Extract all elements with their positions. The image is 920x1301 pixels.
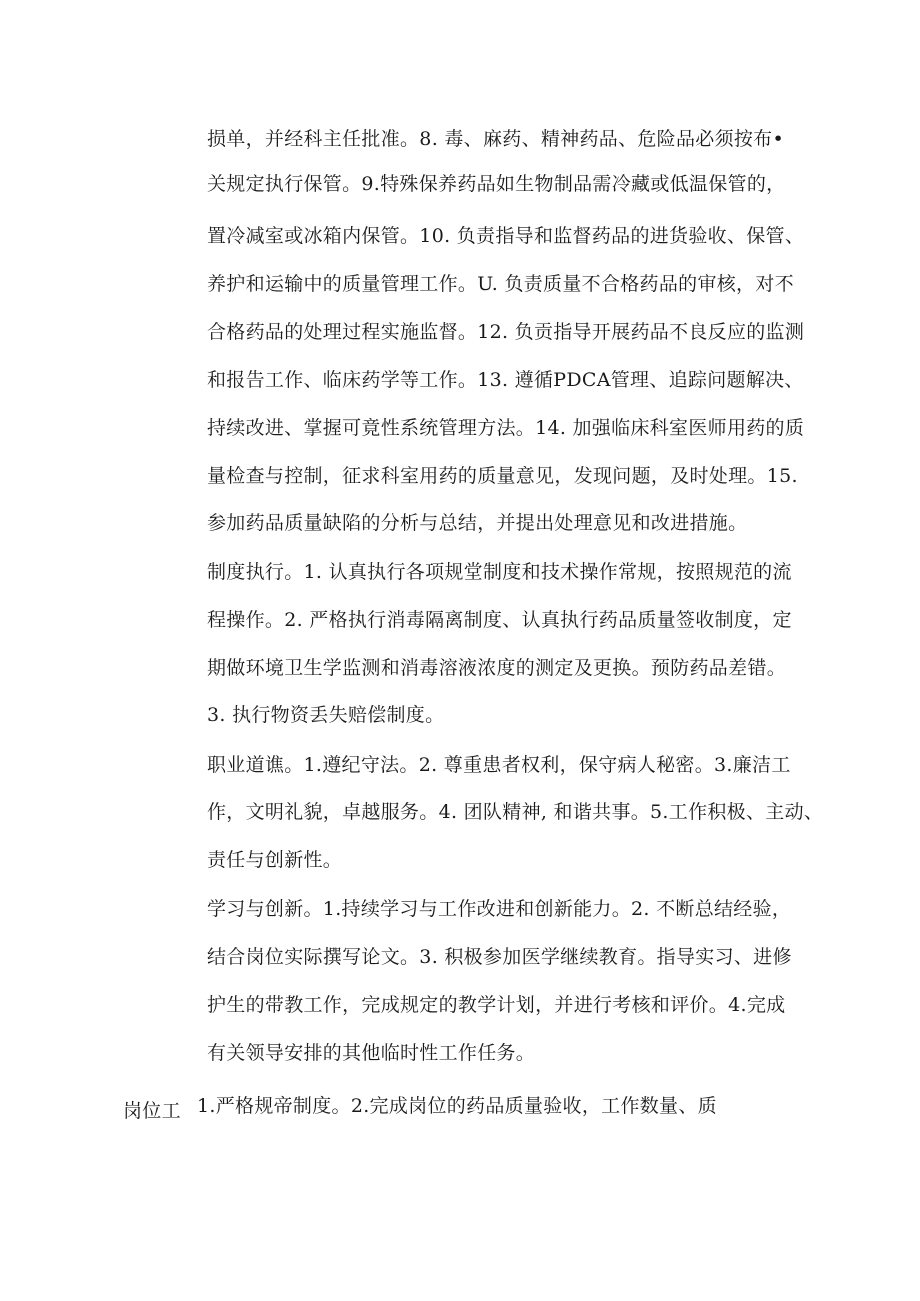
row-label: 岗位工	[123, 1100, 181, 1122]
text-line-8: 量检查与控制，征求科室用药的质量意见，发现问题，及时处理。15.	[207, 465, 798, 487]
text-line-20: 有关领导安排的其他临时性工作任务。	[207, 1042, 536, 1064]
row-text: 1.严格规帝制度。2.完成岗位的药品质量验收，工作数量、质	[197, 1095, 717, 1117]
text-line-3: 置冷减室或冰箱内保管。10. 负责指导和监督药品的进货验收、保管、	[207, 225, 805, 247]
text-line-16: 责任与创新性。	[207, 849, 343, 871]
text-line-5: 合格药品的处理过程实施监督。12. 负贡指导开展药品不良反应的监测	[207, 321, 805, 343]
text-line-15: 作，文明礼貌，卓越服务。4. 团队精神, 和谐共事。5.工作积极、主动、	[207, 801, 824, 823]
text-line-7: 持续改进、掌握可竟性系统管理方法。14. 加强临床科室医师用药的质	[207, 417, 805, 439]
text-line-13: 3. 执行物资丢失赔偿制度。	[207, 704, 445, 726]
text-line-17: 学习与创新。1.持续学习与工作改进和创新能力。2. 不断总结经验，	[207, 898, 792, 920]
text-line-12: 期做环境卫生学监测和消毒溶液浓度的测定及更换。预防药品差错。	[207, 657, 787, 679]
text-line-1: 损单，并经科主任批准。8. 毒、麻药、精神药品、危险品必须按布•	[207, 128, 784, 150]
text-line-14: 职业道谯。1.遵纪守法。2. 尊重患者权利，保守病人秘密。3.廉洁工	[207, 754, 791, 776]
text-line-10: 制度执行。1. 认真执行各项规堂制度和技术操作常规，按照规范的流	[207, 561, 792, 583]
text-line-19: 护生的带教工作，完成规定的教学计划，并进行考核和评价。4.完成	[207, 994, 786, 1016]
text-line-9: 参加药品质量缺陷的分析与总结，并提出处理意见和改进措施。	[207, 512, 748, 534]
text-line-11: 程操作。2. 严格执行消毒隔离制度、认真执行药品质量签收制度，定	[207, 609, 792, 631]
text-line-18: 结合岗位实际撰写论文。3. 积极参加医学继续教育。指导实习、进修	[207, 946, 792, 968]
text-line-6: 和报告工作、临床药学等工作。13. 遵循PDCA管理、追踪问题解决、	[207, 369, 804, 391]
text-line-2: 关规定执行保管。9.特殊保养药品如生物制品需冷藏或低温保管的，	[207, 173, 786, 195]
text-line-4: 养护和运输中的质量管理工作。U. 负责质量不合格药品的审核，对不	[207, 273, 794, 295]
